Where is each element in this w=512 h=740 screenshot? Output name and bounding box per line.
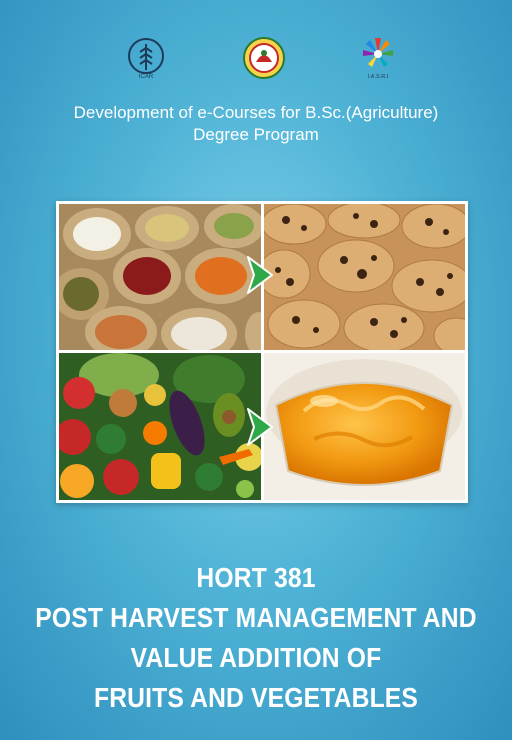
- course-title-line-1: POST HARVEST MANAGEMENT AND: [35, 602, 477, 633]
- university-seal-logo: [242, 36, 286, 80]
- arrow-right-icon: [246, 255, 276, 295]
- icar-caption: ICAR: [138, 74, 154, 80]
- program-header: [0, 102, 512, 146]
- cookies-panel: [264, 204, 465, 350]
- header-line-1: Development of e-Courses for B.Sc.(Agriculture): [73, 103, 439, 122]
- logo-row: [0, 36, 512, 86]
- arrow-right-icon: [246, 407, 276, 447]
- jam-panel: [264, 353, 465, 500]
- course-title-line-3: FRUITS AND VEGETABLES: [93, 682, 419, 713]
- icar-logo: [124, 36, 168, 80]
- iasri-caption: I.A.S.R.I: [367, 74, 389, 80]
- course-code: HORT 381: [196, 562, 316, 593]
- header-line-2: Degree Program: [193, 125, 319, 144]
- grains-panel: [59, 204, 261, 350]
- course-title: [31, 558, 482, 718]
- iasri-logo: [356, 36, 400, 80]
- vegetables-panel: [59, 353, 261, 500]
- image-collage: [56, 201, 468, 503]
- course-title-line-2: VALUE ADDITION OF: [130, 642, 382, 673]
